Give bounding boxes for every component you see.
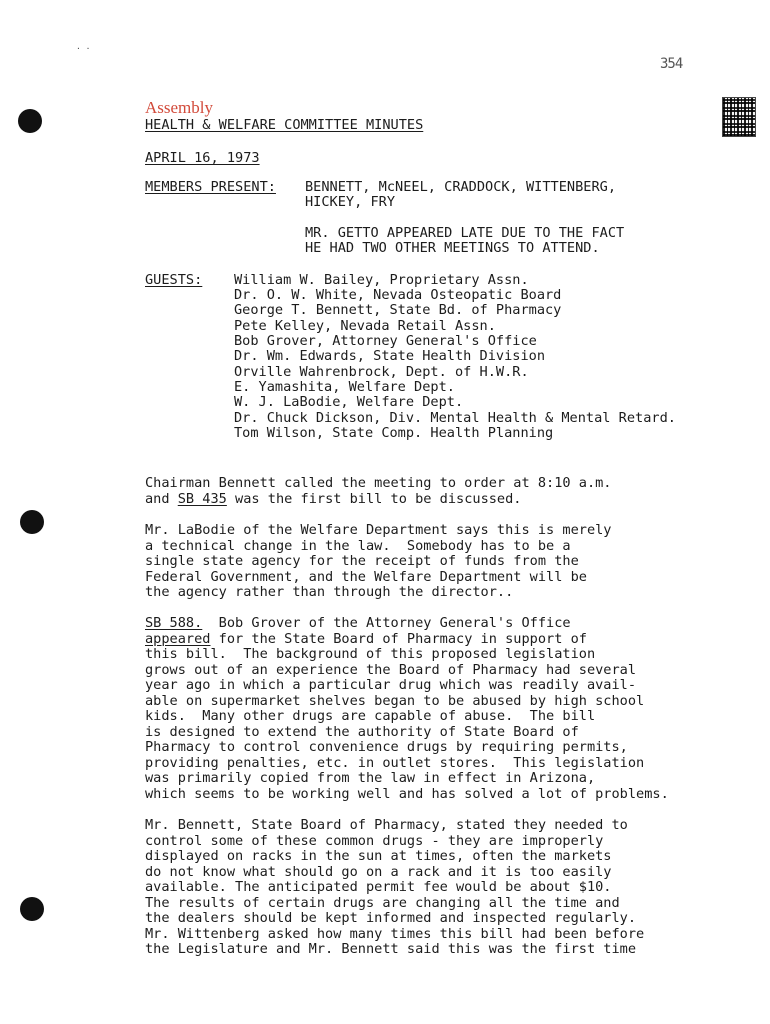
paragraph-line: able on supermarket shelves began to be abused by high school [145,693,645,709]
paragraph-line: a technical change in the law. Somebody has to be a [145,538,571,554]
binder-hole-bottom [20,897,44,921]
paragraph-line: displayed on racks in the sun at times, often the markets [145,848,612,864]
guest-entry: Pete Kelley, Nevada Retail Assn. [234,318,496,334]
paragraph-text: and [145,491,178,507]
paragraph-line: Mr. Bennett, State Board of Pharmacy, stated they needed to [145,817,628,833]
paragraph-line: Federal Government, and the Welfare Department will be [145,569,587,585]
paragraph-line: which seems to be working well and has solved a lot of problems. [145,786,669,802]
paragraph-text: appeared [145,631,211,647]
paragraph-line: available. The anticipated permit fee would be about $10. [145,879,612,895]
late-note-line: MR. GETTO APPEARED LATE DUE TO THE FACT [305,225,625,241]
paragraph-line: providing penalties, etc. in outlet stores. This legislation [145,755,645,771]
paragraph-line: single state agency for the receipt of funds from the [145,553,579,569]
paragraph-line [145,616,571,631]
paragraph-line: control some of these common drugs - they are improperly [145,833,604,849]
paragraph-line: this bill. The background of this proposed legislation [145,646,596,662]
paragraph-line: Chairman Bennett called the meeting to order at 8:10 a.m. [145,475,612,491]
paragraph-line: kids. Many other drugs are capable of abuse. The bill [145,708,596,724]
paragraph-line: the Legislature and Mr. Bennett said this was the first time [145,941,637,957]
paragraph-text: Bob Grover of the Attorney General's Office [202,615,571,631]
meeting-date: APRIL 16, 1973 [145,150,260,166]
scan-specks: · · [76,44,91,53]
guest-entry: Dr. Chuck Dickson, Div. Mental Health & Mental Retard. [234,410,676,426]
guest-entry: Dr. Wm. Edwards, State Health Division [234,348,545,364]
guest-entry: William W. Bailey, Proprietary Assn. [234,272,529,288]
document-barcode [722,97,756,137]
members-label: MEMBERS PRESENT: [145,179,276,195]
binder-hole-top [18,109,42,133]
paragraph-line: Pharmacy to control convenience drugs by requiring permits, [145,739,628,755]
guest-entry: Orville Wahrenbrock, Dept. of H.W.R. [234,364,529,380]
bill-reference: SB 435 [177,491,227,507]
members-line: HICKEY, FRY [305,194,396,210]
guest-entry: Dr. O. W. White, Nevada Osteopatic Board [234,287,562,303]
guests-label: GUESTS: [145,272,203,288]
paragraph-line: was primarily copied from the law in effect in Arizona, [145,770,596,786]
paragraph-line: the dealers should be kept informed and inspected regularly. [145,910,637,926]
paragraph-line [145,632,587,647]
paragraph-line: year ago in which a particular drug which was readily avail- [145,677,637,693]
guest-entry: W. J. LaBodie, Welfare Dept. [234,394,464,410]
paragraph-line: The results of certain drugs are changing all the time and [145,895,620,911]
paragraph-line: is designed to extend the authority of State Board of [145,724,579,740]
page-number: 354 [660,56,683,72]
committee-title: HEALTH & WELFARE COMMITTEE MINUTES [145,117,424,133]
paragraph-line: Mr. LaBodie of the Welfare Department says this is merely [145,522,612,538]
guest-entry: E. Yamashita, Welfare Dept. [234,379,455,395]
paragraph-line: Mr. Wittenberg asked how many times this bill had been before [145,926,645,942]
guest-entry: Bob Grover, Attorney General's Office [234,333,537,349]
assembly-heading: Assembly [145,98,213,117]
paragraph-text: for the State Board of Pharmacy in support of [210,631,587,647]
binder-hole-middle [20,510,44,534]
late-note-line: HE HAD TWO OTHER MEETINGS TO ATTEND. [305,240,600,256]
guest-entry: George T. Bennett, State Bd. of Pharmacy [234,302,562,318]
paragraph-text: was the first bill to be discussed. [226,491,522,507]
paragraph-line: grows out of an experience the Board of Pharmacy had several [145,662,637,678]
paragraph-line [145,492,522,507]
paragraph-line: the agency rather than through the director.. [145,584,514,600]
bill-reference: SB 588. [145,615,203,631]
paragraph-line: do not know what should go on a rack and it is too easily [145,864,612,880]
guest-entry: Tom Wilson, State Comp. Health Planning [234,425,554,441]
members-line: BENNETT, McNEEL, CRADDOCK, WITTENBERG, [305,179,616,195]
